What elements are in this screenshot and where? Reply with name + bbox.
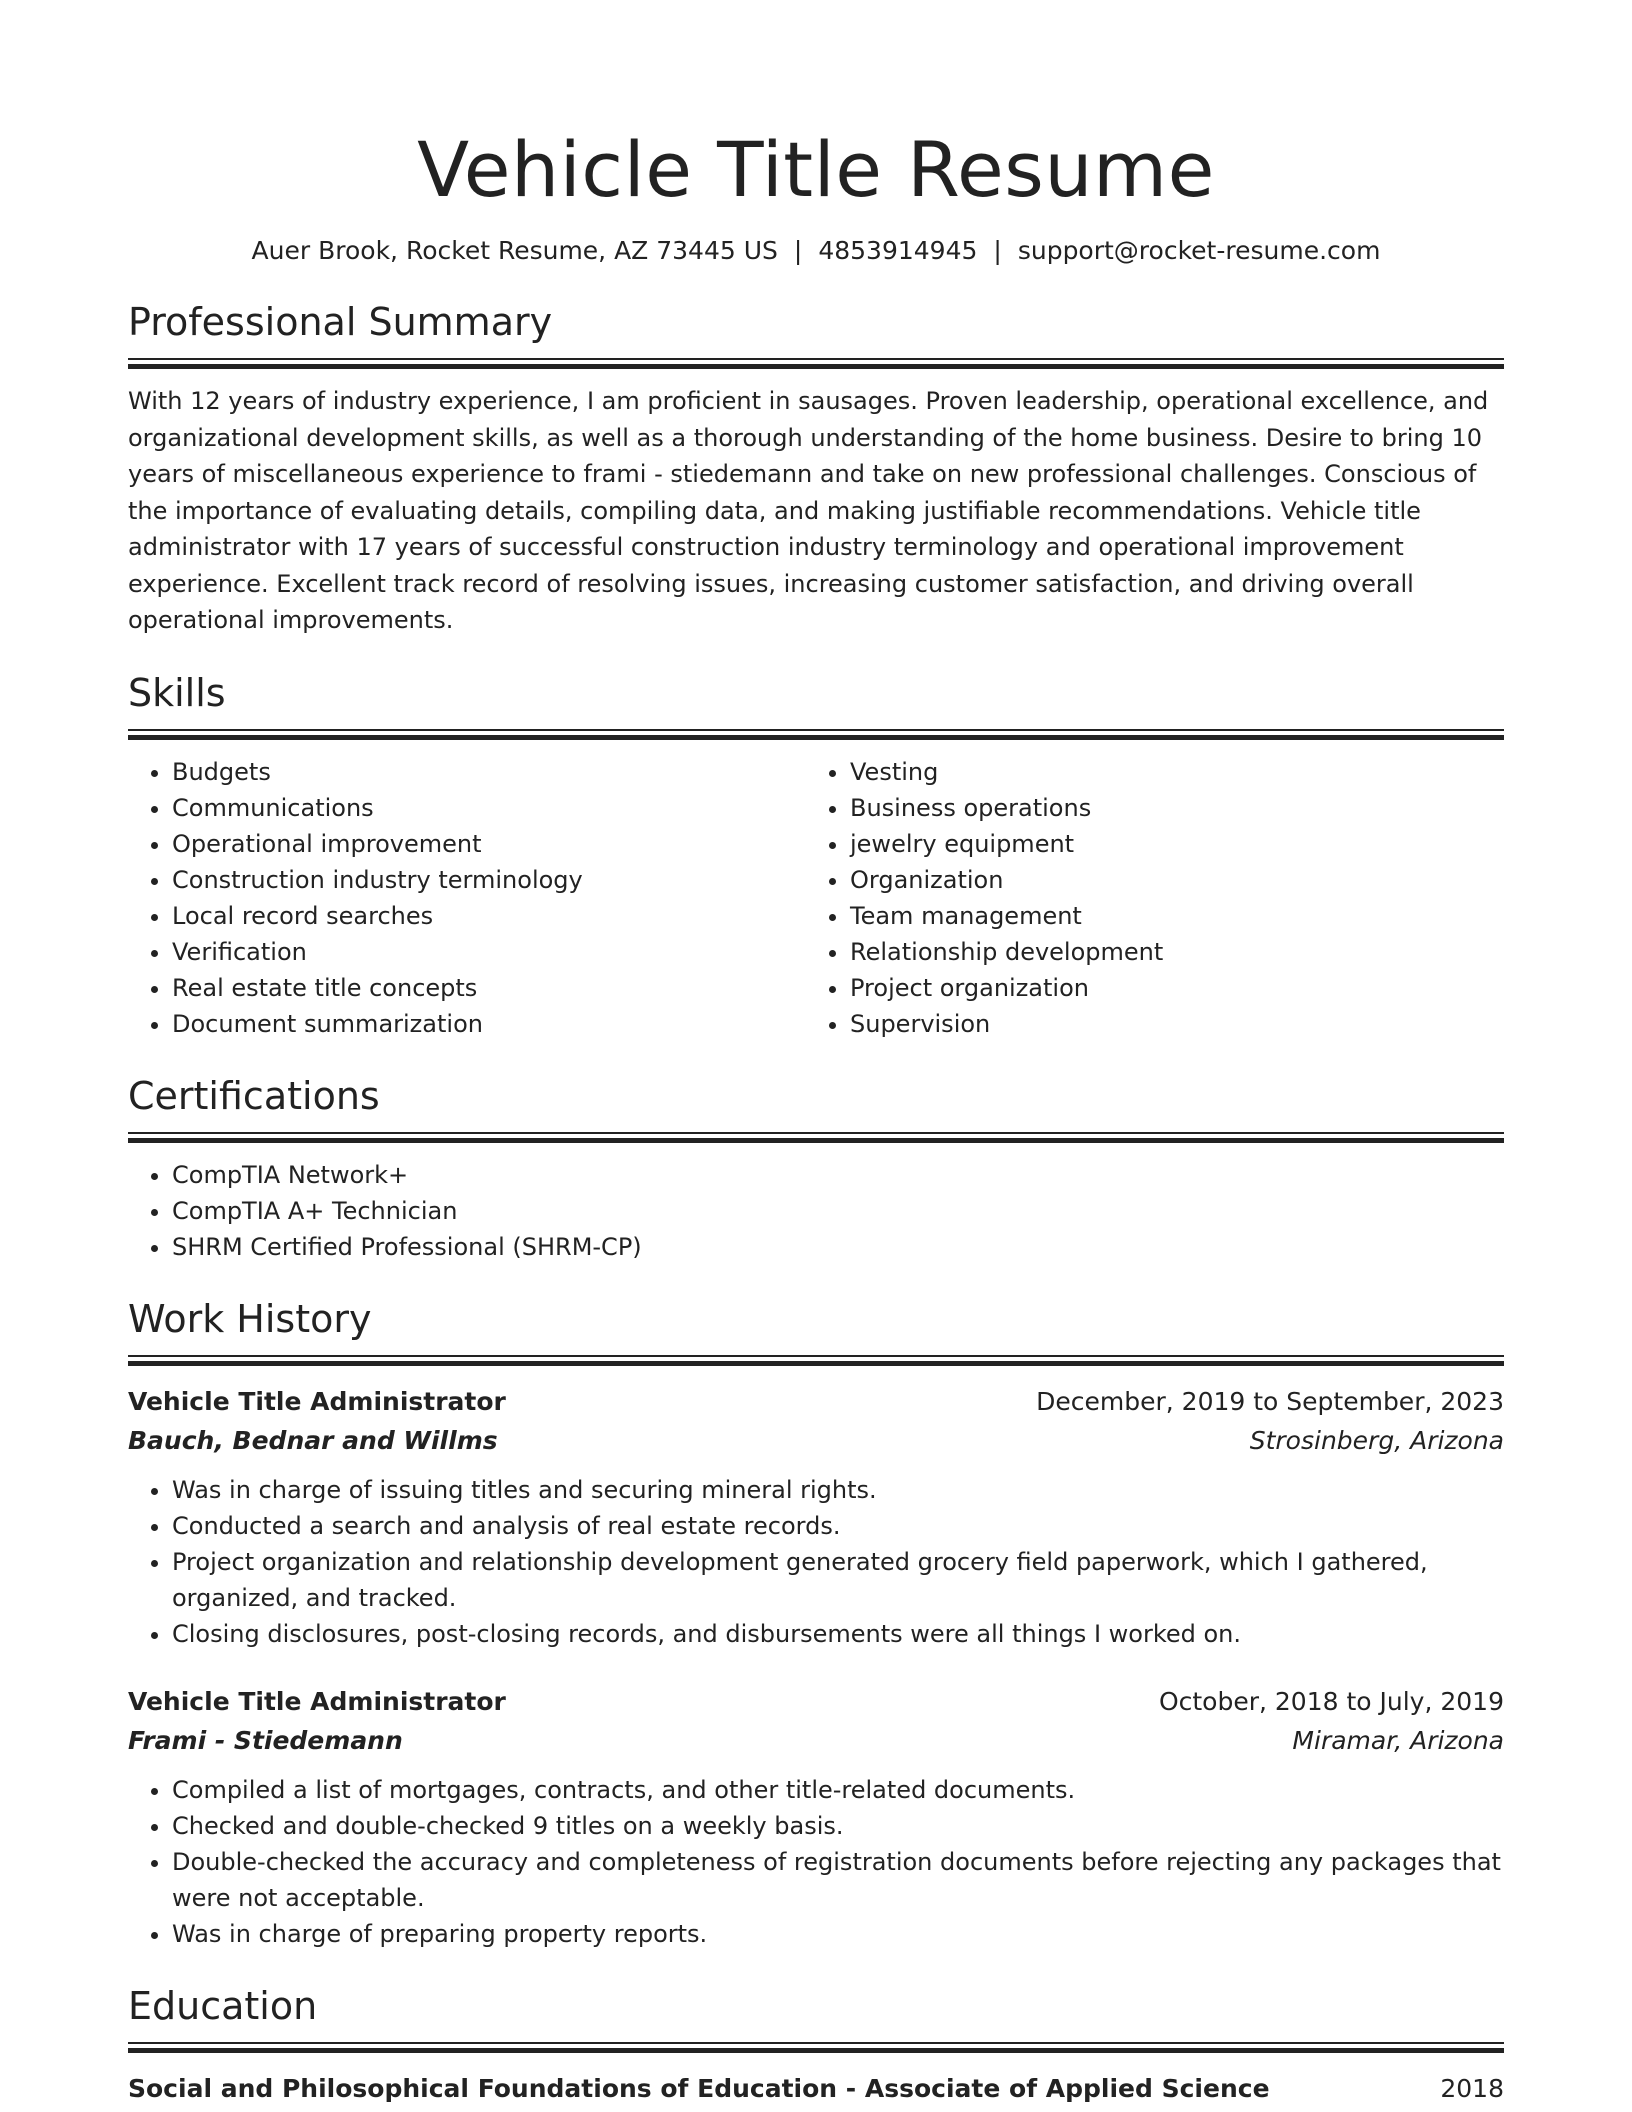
resume-title: Vehicle Title Resume — [417, 125, 1215, 214]
education-year: 2018 — [1440, 2073, 1504, 2103]
job-dates: October, 2018 to July, 2019 — [1158, 1686, 1504, 1716]
job-title: Vehicle Title Administrator — [128, 1386, 506, 1416]
skills-heading: Skills — [128, 670, 226, 715]
education-heading: Education — [128, 1983, 318, 2028]
contact-address: Auer Brook, Rocket Resume, AZ 73445 US — [251, 236, 778, 265]
skills-grid — [128, 754, 1504, 1042]
skill-item: • Real estate title concepts — [172, 970, 806, 1006]
contact-phone: 4853914945 — [818, 236, 978, 265]
skill-item: • jewelry equipment — [850, 826, 1484, 862]
summary-heading: Professional Summary — [128, 300, 553, 344]
certifications-section — [128, 1072, 1504, 1265]
section-divider — [128, 1355, 1504, 1366]
skill-item: • Document summarization — [172, 1006, 806, 1042]
certification-item: • CompTIA A+ Technician — [172, 1193, 1504, 1229]
job-employer-row — [128, 1421, 1504, 1460]
skill-item: • Project organization — [850, 970, 1484, 1006]
skill-item: • Business operations — [850, 790, 1484, 826]
contact-line — [128, 234, 1504, 268]
certifications-heading: Certifications — [128, 1073, 380, 1118]
certification-item: • CompTIA Network+ — [172, 1157, 1504, 1193]
education-degree: Social and Philosophical Foundations of Education - Associate of Applied Science — [128, 2073, 1270, 2103]
job-location: Strosinberg, Arizona — [1249, 1425, 1504, 1455]
contact-separator: | — [793, 236, 803, 265]
job-duties-list — [128, 1472, 1504, 1652]
job-location: Miramar, Arizona — [1292, 1725, 1504, 1755]
skill-item: • Budgets — [172, 754, 806, 790]
section-divider — [128, 2042, 1504, 2053]
skill-item: • Organization — [850, 862, 1484, 898]
certifications-list — [128, 1157, 1504, 1265]
skill-item: • Team management — [850, 898, 1484, 934]
skill-item: • Verification — [172, 934, 806, 970]
summary-text: With 12 years of industry experience, I am proficient in sausages. Proven leadership, operational excellence, and organizational development skills, as well as a thorough understanding of the home business. Desire to bring 10 years of miscellaneous experience to frami - stiedemann and take on new professional challenges. Conscious of the importance of evaluating details, compiling data, and making justifiable recommendations. Vehicle title administrator with 17 years of successful construction industry terminology and operational improvement experience. Excellent track record of resolving issues, increasing customer satisfaction, and driving overall operational improvements. — [128, 387, 1489, 634]
skills-list-left — [128, 754, 806, 1042]
job-duty: • Double-checked the accuracy and completeness of registration documents before rejecting any packages that were not acceptable. — [172, 1844, 1504, 1916]
skills-list-right — [806, 754, 1484, 1042]
skill-item: • Construction industry terminology — [172, 862, 806, 898]
job-entry — [128, 1682, 1504, 1952]
skill-item: • Communications — [172, 790, 806, 826]
job-employer: Frami - Stiedemann — [128, 1725, 403, 1755]
summary-section — [128, 298, 1504, 639]
job-duty: • Was in charge of preparing property reports. — [172, 1916, 1504, 1952]
skill-item: • Relationship development — [850, 934, 1484, 970]
resume-page — [128, 0, 1504, 2107]
contact-separator: | — [993, 236, 1002, 265]
section-divider — [128, 358, 1504, 369]
job-duty: • Conducted a search and analysis of real estate records. — [172, 1508, 1504, 1544]
job-entry — [128, 1382, 1504, 1652]
education-entry — [128, 2071, 1504, 2107]
skill-item: • Vesting — [850, 754, 1484, 790]
job-duty: • Checked and double-checked 9 titles on a weekly basis. — [172, 1808, 1504, 1844]
certification-item: • SHRM Certified Professional (SHRM-CP) — [172, 1229, 1504, 1265]
section-divider — [128, 729, 1504, 740]
job-duty: • Closing disclosures, post-closing records, and disbursements were all things I worked on. — [172, 1616, 1504, 1652]
job-header-row — [128, 1682, 1504, 1721]
work-history-section — [128, 1295, 1504, 1952]
skill-item: • Local record searches — [172, 898, 806, 934]
job-title: Vehicle Title Administrator — [128, 1686, 506, 1716]
skill-item: • Operational improvement — [172, 826, 806, 862]
job-duty: • Project organization and relationship development generated grocery field paperwork, which I gathered, organized, and tracked. — [172, 1544, 1504, 1616]
job-header-row — [128, 1382, 1504, 1421]
job-duty: • Was in charge of issuing titles and securing mineral rights. — [172, 1472, 1504, 1508]
education-section — [128, 1982, 1504, 2107]
job-employer-row — [128, 1721, 1504, 1760]
job-employer: Bauch, Bednar and Willms — [128, 1425, 498, 1455]
work-history-heading: Work History — [128, 1296, 372, 1341]
job-duty: • Compiled a list of mortgages, contracts, and other title-related documents. — [172, 1772, 1504, 1808]
skill-item: • Supervision — [850, 1006, 1484, 1042]
section-divider — [128, 1132, 1504, 1143]
contact-email: support@rocket-resume.com — [1017, 236, 1381, 265]
job-dates: December, 2019 to September, 2023 — [1036, 1386, 1504, 1416]
job-duties-list — [128, 1772, 1504, 1952]
skills-section — [128, 669, 1504, 1042]
